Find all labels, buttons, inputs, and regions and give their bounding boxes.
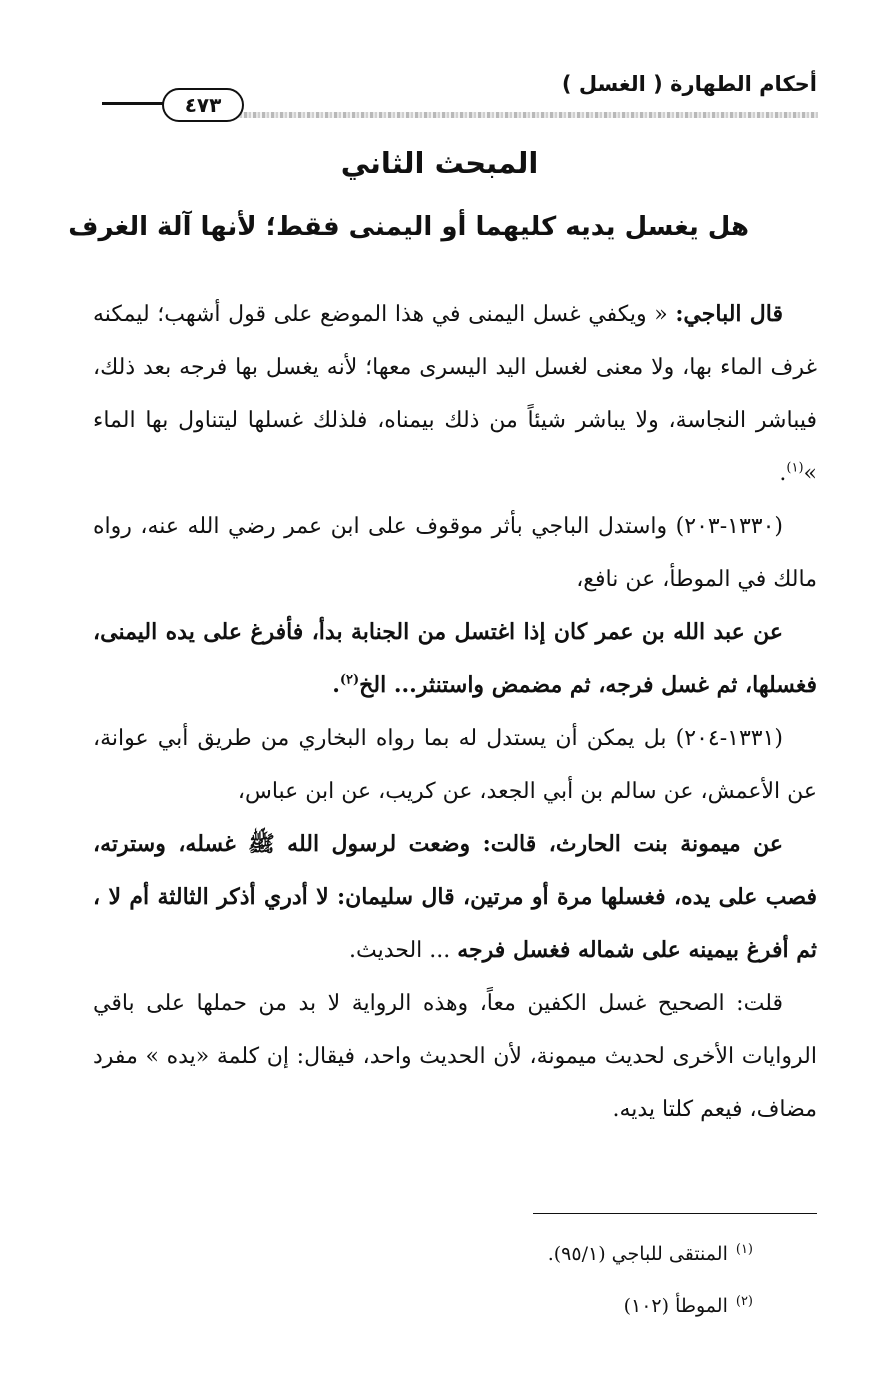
paragraph-bold-text: عن ميمونة بنت الحارث، قالت: وضعت لرسول الله ﷺ غسله، وسترته، فصب على يده، فغسلها مرة أو مرتين، قال سليمان: لا أدري أذكر الثالثة أم لا ، ثم أفرغ بيمينه على شماله فغسل فرجه — [93, 831, 817, 963]
footnote-text: الموطأ (١٠٢) — [623, 1295, 728, 1317]
body-text — [93, 288, 817, 1136]
header-rule-right — [226, 112, 818, 118]
footnote-1 — [193, 1228, 753, 1280]
paragraph-text: (١٣٣١-٢٠٤) بل يمكن أن يستدل له بما رواه البخاري من طريق أبي عوانة، عن الأعمش، عن سالم بن أبي الجعد، عن كريب، عن ابن عباس، — [93, 726, 817, 804]
paragraph-text: ... الحديث. — [349, 938, 458, 963]
footnote-2 — [193, 1280, 753, 1332]
paragraph-lead: قال الباجي: — [675, 301, 783, 327]
footnote-marker: (٢) — [735, 1293, 753, 1309]
paragraph-maymuna-narration — [93, 818, 817, 977]
running-title: أحكام الطهارة ( الغسل ) — [561, 72, 817, 96]
section-subheading: هل يغسل يديه كليهما أو اليمنى فقط؛ لأنها آلة الغرف — [68, 212, 749, 242]
paragraph-end: . — [332, 672, 340, 698]
paragraph-end: . — [779, 461, 787, 486]
footnote-separator — [533, 1213, 817, 1214]
paragraph-baji-quote — [93, 288, 817, 500]
footnote-marker: (١) — [735, 1241, 753, 1257]
footnote-ref-2[interactable]: (٢) — [339, 672, 360, 688]
paragraph-text: « ويكفي غسل اليمنى في هذا الموضع على قول أشهب؛ ليمكنه غرف الماء بها، ولا معنى لغسل اليد اليسرى معها؛ لأنه يغسل بها فرجه بعد ذلك، فيباشر النجاسة، ولا يباشر شيئاً من ذلك بيمناه، فلذلك غسلها ليتناول بها الماء » — [93, 302, 817, 486]
paragraph-ibn-umar-narration — [93, 606, 817, 712]
paragraph-hadith-1331 — [93, 712, 817, 818]
paragraph-hadith-1330 — [93, 500, 817, 606]
footnote-ref-1[interactable]: (١) — [786, 460, 804, 476]
paragraph-author-comment — [93, 977, 817, 1136]
paragraph-text: عن عبد الله بن عمر كان إذا اغتسل من الجنابة بدأ، فأفرغ على يده اليمنى، فغسلها، ثم غسل فرجه، ثم مضمض واستنثر... الخ — [93, 619, 817, 698]
page-number: ٤٧٣ — [162, 88, 244, 122]
footnote-text: المنتقى للباجي (٩٥/١). — [547, 1243, 728, 1265]
paragraph-text: قلت: الصحيح غسل الكفين معاً، وهذه الرواية لا بد من حملها على باقي الروايات الأخرى لحديث ميمونة، لأن الحديث واحد، فيقال: إن كلمة «يده » مفرد مضاف، فيعم كلتا يديه. — [93, 991, 817, 1122]
footnotes — [193, 1228, 753, 1332]
paragraph-text: (١٣٣٠-٢٠٣) واستدل الباجي بأثر موقوف على ابن عمر رضي الله عنه، رواه مالك في الموطأ، عن نافع، — [93, 514, 817, 592]
section-heading: المبحث الثاني — [340, 146, 539, 180]
